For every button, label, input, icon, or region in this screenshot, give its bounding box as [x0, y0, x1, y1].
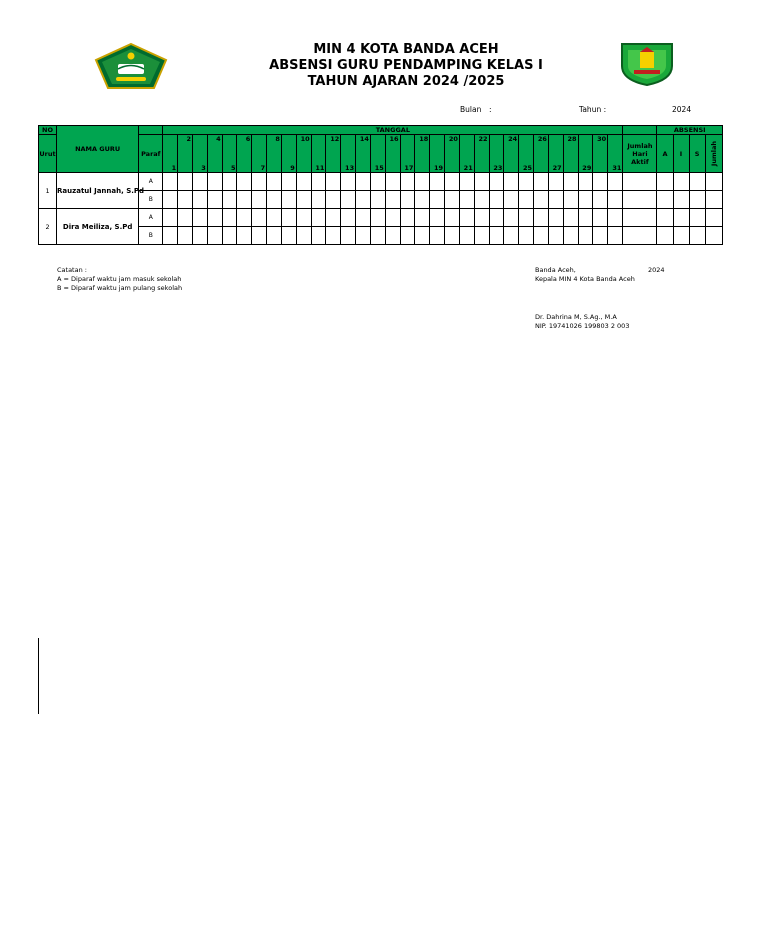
attendance-cell[interactable]: [673, 227, 689, 245]
attendance-cell[interactable]: [341, 191, 356, 209]
day-header-11: 11: [311, 135, 326, 173]
day-header-14: 14: [356, 135, 371, 173]
day-header-6: 6: [237, 135, 252, 173]
attendance-cell[interactable]: [178, 191, 193, 209]
attendance-cell[interactable]: [163, 173, 178, 191]
attendance-cell[interactable]: [519, 191, 534, 209]
tahun-label: Tahun :: [579, 105, 607, 114]
attendance-cell[interactable]: [504, 209, 519, 227]
attendance-cell[interactable]: [578, 209, 593, 227]
attendance-cell[interactable]: [474, 173, 489, 191]
attendance-cell[interactable]: [578, 173, 593, 191]
attendance-cell[interactable]: [689, 191, 705, 209]
attendance-cell[interactable]: [356, 227, 371, 245]
attendance-cell[interactable]: [563, 209, 578, 227]
attendance-cell[interactable]: [252, 227, 267, 245]
attendance-cell[interactable]: [563, 191, 578, 209]
header-blank: [139, 126, 163, 135]
attendance-cell[interactable]: [296, 191, 311, 209]
header-absensi-i: I: [673, 135, 689, 173]
attendance-cell[interactable]: [192, 209, 207, 227]
attendance-cell[interactable]: [578, 227, 593, 245]
day-header-15: 15: [370, 135, 385, 173]
attendance-cell[interactable]: [326, 209, 341, 227]
attendance-cell[interactable]: [163, 227, 178, 245]
attendance-cell[interactable]: [326, 227, 341, 245]
attendance-cell[interactable]: [296, 227, 311, 245]
signature-year: 2024: [648, 266, 665, 274]
bulan-sep: :: [489, 105, 492, 114]
attendance-cell[interactable]: [445, 191, 460, 209]
attendance-cell[interactable]: [489, 209, 504, 227]
attendance-cell[interactable]: [430, 173, 445, 191]
attendance-cell[interactable]: [689, 227, 705, 245]
attendance-cell[interactable]: [400, 191, 415, 209]
attendance-cell[interactable]: [311, 173, 326, 191]
attendance-cell[interactable]: [705, 209, 722, 227]
attendance-cell[interactable]: [489, 227, 504, 245]
attendance-cell[interactable]: [341, 173, 356, 191]
attendance-cell[interactable]: [237, 191, 252, 209]
attendance-cell[interactable]: [400, 209, 415, 227]
attendance-cell[interactable]: [474, 209, 489, 227]
day-header-2: 2: [178, 135, 193, 173]
header-absensi-a: A: [657, 135, 673, 173]
attendance-cell[interactable]: [281, 227, 296, 245]
attendance-cell[interactable]: [296, 173, 311, 191]
attendance-cell[interactable]: [548, 173, 563, 191]
attendance-cell[interactable]: [534, 173, 549, 191]
attendance-cell[interactable]: [222, 173, 237, 191]
day-header-27: 27: [548, 135, 563, 173]
attendance-cell[interactable]: [207, 191, 222, 209]
attendance-cell[interactable]: [673, 209, 689, 227]
attendance-cell[interactable]: [415, 227, 430, 245]
attendance-cell[interactable]: [311, 209, 326, 227]
day-header-20: 20: [445, 135, 460, 173]
header-paraf: Paraf: [139, 135, 163, 173]
day-header-17: 17: [400, 135, 415, 173]
attendance-cell[interactable]: [267, 227, 282, 245]
attendance-cell[interactable]: [237, 209, 252, 227]
day-header-28: 28: [563, 135, 578, 173]
day-header-23: 23: [489, 135, 504, 173]
header-blank: [623, 126, 657, 135]
paraf-code: A: [139, 209, 163, 227]
attendance-cell[interactable]: [385, 209, 400, 227]
attendance-cell[interactable]: [459, 191, 474, 209]
attendance-cell[interactable]: [163, 209, 178, 227]
day-header-26: 26: [534, 135, 549, 173]
attendance-cell[interactable]: [623, 173, 657, 191]
attendance-cell[interactable]: [608, 173, 623, 191]
attendance-cell[interactable]: [222, 227, 237, 245]
row-number: 1: [39, 173, 57, 209]
attendance-cell[interactable]: [415, 173, 430, 191]
header-jumlah-text: Jumlah: [709, 140, 718, 167]
table-row: [39, 173, 723, 191]
attendance-cell[interactable]: [326, 191, 341, 209]
header-nama-guru: NAMA GURU: [57, 126, 139, 173]
table-row: [39, 209, 723, 227]
attendance-cell[interactable]: [459, 227, 474, 245]
signature-name: Dr. Dahrina M, S.Ag., M.A: [535, 313, 617, 321]
attendance-cell[interactable]: [222, 209, 237, 227]
attendance-cell[interactable]: [705, 191, 722, 209]
attendance-cell[interactable]: [178, 209, 193, 227]
attendance-cell[interactable]: [415, 209, 430, 227]
attendance-cell[interactable]: [534, 209, 549, 227]
attendance-cell[interactable]: [356, 191, 371, 209]
day-header-16: 16: [385, 135, 400, 173]
attendance-cell[interactable]: [548, 227, 563, 245]
attendance-cell[interactable]: [385, 173, 400, 191]
attendance-cell[interactable]: [673, 191, 689, 209]
attendance-cell[interactable]: [489, 191, 504, 209]
attendance-cell[interactable]: [296, 209, 311, 227]
paraf-code: B: [139, 227, 163, 245]
attendance-cell[interactable]: [504, 191, 519, 209]
attendance-cell[interactable]: [222, 191, 237, 209]
bulan-label: Bulan: [460, 105, 482, 114]
signature-place: Banda Aceh,: [535, 266, 576, 274]
attendance-cell[interactable]: [178, 227, 193, 245]
day-header-24: 24: [504, 135, 519, 173]
attendance-cell[interactable]: [689, 173, 705, 191]
attendance-cell[interactable]: [370, 191, 385, 209]
attendance-cell[interactable]: [252, 173, 267, 191]
day-header-4: 4: [207, 135, 222, 173]
note-b: B = Diparaf waktu jam pulang sekolah: [57, 284, 183, 292]
attendance-cell[interactable]: [430, 191, 445, 209]
teacher-name: Dira Meiliza, S.Pd: [57, 209, 139, 245]
attendance-cell[interactable]: [593, 191, 608, 209]
attendance-cell[interactable]: [370, 227, 385, 245]
note-a: A = Diparaf waktu jam masuk sekolah: [57, 275, 182, 283]
day-header-9: 9: [281, 135, 296, 173]
header-absensi: ABSENSI: [657, 126, 723, 135]
attendance-cell[interactable]: [593, 209, 608, 227]
day-header-13: 13: [341, 135, 356, 173]
attendance-cell[interactable]: [689, 209, 705, 227]
attendance-cell[interactable]: [207, 209, 222, 227]
attendance-cell[interactable]: [370, 209, 385, 227]
banda-aceh-emblem-icon: [618, 40, 676, 86]
attendance-cell[interactable]: [356, 173, 371, 191]
attendance-cell[interactable]: [623, 191, 657, 209]
attendance-cell[interactable]: [400, 227, 415, 245]
header-urut: Urut: [39, 135, 57, 173]
paraf-code: B: [139, 191, 163, 209]
tahun-value: 2024: [672, 105, 692, 114]
attendance-cell[interactable]: [430, 209, 445, 227]
attendance-cell[interactable]: [608, 191, 623, 209]
attendance-cell[interactable]: [415, 191, 430, 209]
attendance-cell[interactable]: [657, 209, 673, 227]
attendance-cell[interactable]: [163, 191, 178, 209]
day-header-8: 8: [267, 135, 282, 173]
attendance-cell[interactable]: [578, 191, 593, 209]
attendance-cell[interactable]: [341, 227, 356, 245]
day-header-12: 12: [326, 135, 341, 173]
attendance-cell[interactable]: [237, 173, 252, 191]
attendance-cell[interactable]: [207, 173, 222, 191]
header-absensi-s: S: [689, 135, 705, 173]
attendance-cell[interactable]: [673, 173, 689, 191]
attendance-cell[interactable]: [519, 227, 534, 245]
attendance-cell[interactable]: [623, 209, 657, 227]
attendance-cell[interactable]: [519, 173, 534, 191]
page-margin-line: [38, 638, 39, 714]
attendance-cell[interactable]: [281, 209, 296, 227]
day-header-30: 30: [593, 135, 608, 173]
attendance-cell[interactable]: [385, 191, 400, 209]
attendance-cell[interactable]: [459, 209, 474, 227]
signature-role: Kepala MIN 4 Kota Banda Aceh: [535, 275, 635, 283]
notes-heading: Catatan :: [57, 266, 87, 274]
attendance-cell[interactable]: [489, 173, 504, 191]
attendance-cell[interactable]: [192, 173, 207, 191]
attendance-cell[interactable]: [267, 191, 282, 209]
attendance-cell[interactable]: [474, 227, 489, 245]
attendance-cell[interactable]: [267, 209, 282, 227]
table-row: [39, 227, 723, 245]
signature-nip: NIP. 19741026 199803 2 003: [535, 322, 630, 330]
attendance-cell[interactable]: [445, 173, 460, 191]
row-number: 2: [39, 209, 57, 245]
attendance-cell[interactable]: [608, 209, 623, 227]
attendance-cell[interactable]: [252, 209, 267, 227]
header-jumlah-hari-aktif: Jumlah Hari Aktif: [623, 135, 657, 173]
kemenag-logo-icon: [94, 42, 168, 90]
day-header-1: 1: [163, 135, 178, 173]
attendance-cell[interactable]: [445, 227, 460, 245]
title-line-3: TAHUN AJARAN 2024 /2025: [307, 74, 505, 89]
attendance-cell[interactable]: [237, 227, 252, 245]
attendance-cell[interactable]: [657, 191, 673, 209]
attendance-cell[interactable]: [267, 173, 282, 191]
day-header-29: 29: [578, 135, 593, 173]
attendance-cell[interactable]: [548, 191, 563, 209]
attendance-cell[interactable]: [563, 173, 578, 191]
attendance-cell[interactable]: [207, 227, 222, 245]
attendance-table: [38, 125, 723, 245]
attendance-cell[interactable]: [311, 227, 326, 245]
attendance-cell[interactable]: [705, 227, 722, 245]
title-line-2: ABSENSI GURU PENDAMPING KELAS I: [269, 58, 543, 73]
day-header-31: 31: [608, 135, 623, 173]
attendance-cell[interactable]: [385, 227, 400, 245]
attendance-cell[interactable]: [311, 191, 326, 209]
attendance-cell[interactable]: [281, 191, 296, 209]
header-tanggal: TANGGAL: [163, 126, 623, 135]
day-header-5: 5: [222, 135, 237, 173]
attendance-cell[interactable]: [563, 227, 578, 245]
attendance-cell[interactable]: [504, 227, 519, 245]
attendance-cell[interactable]: [534, 227, 549, 245]
attendance-cell[interactable]: [519, 209, 534, 227]
attendance-cell[interactable]: [370, 173, 385, 191]
attendance-cell[interactable]: [459, 173, 474, 191]
attendance-cell[interactable]: [445, 209, 460, 227]
attendance-cell[interactable]: [341, 209, 356, 227]
day-header-7: 7: [252, 135, 267, 173]
attendance-cell[interactable]: [356, 209, 371, 227]
attendance-cell[interactable]: [657, 227, 673, 245]
day-header-22: 22: [474, 135, 489, 173]
attendance-cell[interactable]: [400, 173, 415, 191]
teacher-name: Rauzatul Jannah, S.Pd: [57, 173, 139, 209]
day-header-10: 10: [296, 135, 311, 173]
attendance-cell[interactable]: [252, 191, 267, 209]
attendance-cell[interactable]: [281, 173, 296, 191]
attendance-cell[interactable]: [623, 227, 657, 245]
header-no: NO: [39, 126, 57, 135]
title-line-1: MIN 4 KOTA BANDA ACEH: [313, 42, 499, 57]
day-header-18: 18: [415, 135, 430, 173]
attendance-cell[interactable]: [534, 191, 549, 209]
day-header-25: 25: [519, 135, 534, 173]
attendance-cell[interactable]: [657, 173, 673, 191]
paraf-code: A: [139, 173, 163, 191]
attendance-cell[interactable]: [178, 173, 193, 191]
attendance-cell[interactable]: [593, 227, 608, 245]
attendance-cell[interactable]: [593, 173, 608, 191]
day-header-21: 21: [459, 135, 474, 173]
notes-block: [57, 266, 182, 293]
day-header-3: 3: [192, 135, 207, 173]
attendance-cell[interactable]: [504, 173, 519, 191]
day-header-19: 19: [430, 135, 445, 173]
attendance-cell[interactable]: [326, 173, 341, 191]
attendance-cell[interactable]: [192, 227, 207, 245]
attendance-cell[interactable]: [192, 191, 207, 209]
attendance-cell[interactable]: [608, 227, 623, 245]
header-jumlah: [705, 135, 722, 173]
attendance-cell[interactable]: [430, 227, 445, 245]
attendance-cell[interactable]: [705, 173, 722, 191]
attendance-cell[interactable]: [548, 209, 563, 227]
attendance-cell[interactable]: [474, 191, 489, 209]
